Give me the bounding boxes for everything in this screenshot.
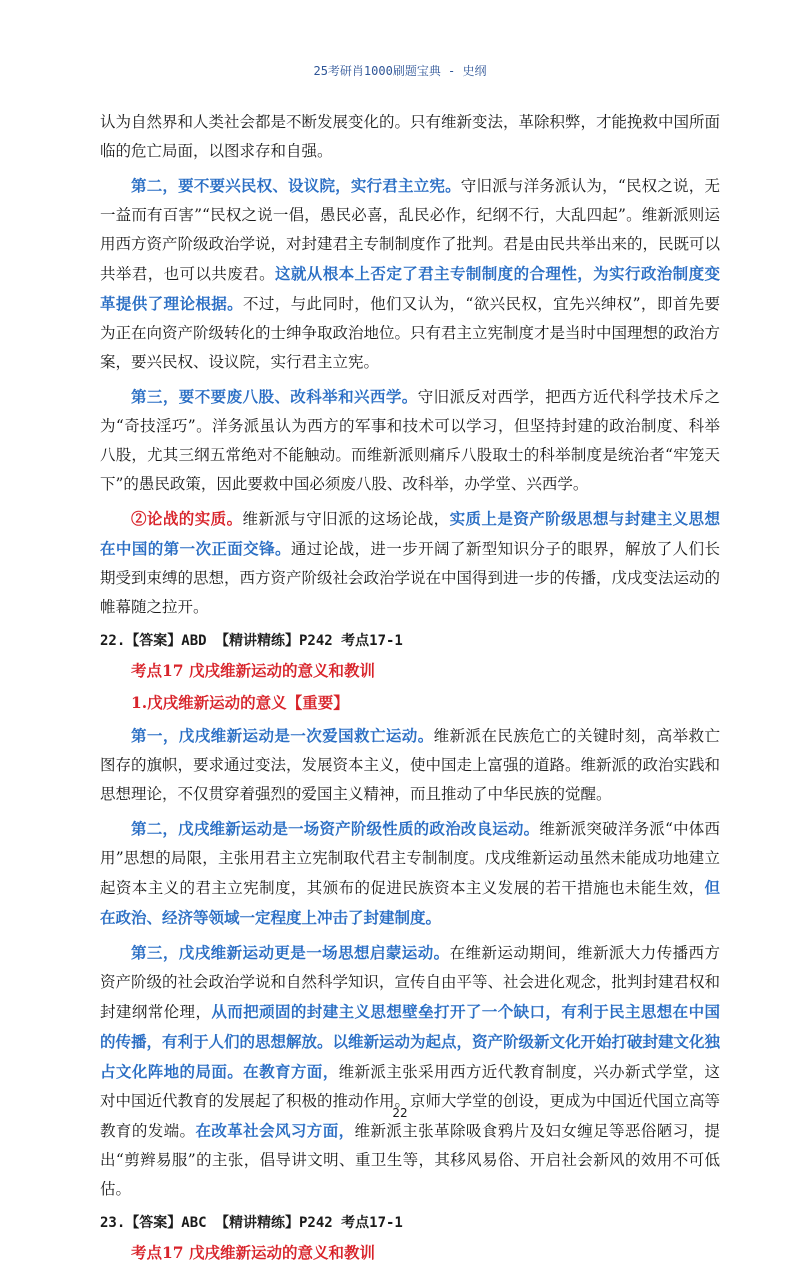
emphasis-text: 在改革社会风习方面，: [195, 1121, 355, 1140]
subtitle-text: 1.戊戌维新运动的意义: [131, 693, 287, 712]
emphasis-text: 但在政治、经济等领域一定程度上冲击了封建制度。: [100, 878, 720, 927]
body-text: 维新派与守旧派的这场论战，: [242, 510, 450, 528]
emphasis-text: ②论战的实质。: [131, 509, 243, 528]
body-text: 认为自然界和人类社会都是不断发展变化的。只有维新变法，革除积弊，才能挽救中国所面临的危亡局面，以图求存和自强。: [100, 113, 721, 160]
emphasis-text: 从而把顽固的封建主义思想壁垒打开了一个缺口，有利于民主思想在中国的传播，有利于人们的思想解放。以维新运动为起点，资产阶级新文化开始打破封建文化独占文化阵地的局面。在教育方面，: [100, 1002, 721, 1081]
emphasis-text: 实质上是资产阶级思想与封建主义思想在中国的第一次正面交锋。: [100, 509, 720, 558]
body-text: 守旧派反对西学，把西方近代科学技术斥之为“奇技淫巧”。洋务派虽认为西方的军事和技术可以学习，但坚持封建的政治制度、科举八股，尤其三纲五常绝对不能触动。而维新派则痛斥八股取士的科举制度是统治者“牢笼天下”的愚民政策，因此要救中国必须废八股、改科举，办学堂、兴西学。: [100, 388, 720, 493]
page-body: [100, 108, 720, 1271]
body-text: 不过，与此同时，他们又认为，“欲兴民权，宜先兴绅权”，即首先要为正在向资产阶级转化的士绅争取政治地位。只有君主立宪制度才是当时中国理想的政治方案，要兴民权、设议院，实行君主立宪。: [100, 295, 721, 371]
knowledge-point-title-text: 考点17 戊戌维新运动的意义和教训: [131, 661, 375, 680]
body-text: 通过论战，进一步开阔了新型知识分子的眼界，解放了人们长期受到束缚的思想，西方资产阶级社会政治学说在中国得到进一步的传播，戊戌变法运动的帷幕随之拉开。: [100, 540, 721, 616]
body-text: 维新派在民族危亡的关键时刻，高举救亡图存的旗帜，要求通过变法，发展资本主义，使中国走上富强的道路。维新派的政治实践和思想理论，不仅贯穿着强烈的爱国主义精神，而且推动了中华民族的觉醒。: [100, 727, 721, 803]
body-text: 维新派主张采用西方近代教育制度，兴办新式学堂，这对中国近代教育的发展起了积极的推动作用。京师大学堂的创设，更成为中国近代国立高等教育的发端。: [100, 1063, 721, 1140]
page-number: 22: [392, 1106, 408, 1120]
knowledge-point-title: [100, 1239, 720, 1267]
running-header: 25考研肖1000刷题宝典 - 史纲: [313, 64, 487, 78]
answer-line-22: 22.【答案】ABD 【精讲精练】P242 考点17-1: [100, 633, 403, 649]
emphasis-text: 第一，戊戌维新运动是一次爱国救亡运动。: [131, 726, 434, 745]
knowledge-point-title-text: 考点17 戊戌维新运动的意义和教训: [131, 1243, 375, 1262]
knowledge-point-title: [100, 657, 720, 685]
paragraph: [100, 108, 720, 166]
emphasis-text: 第二，要不要兴民权、设议院，实行君主立宪。: [131, 176, 461, 195]
answer-line-23: 23.【答案】ABC 【精讲精练】P242 考点17-1: [100, 1215, 403, 1231]
body-text: 维新派主张革除吸食鸦片及妇女缠足等恶俗陋习，提出“剪辫易服”的主张，倡导讲文明、重卫生等，其移风易俗、开启社会新风的效用不可低估。: [100, 1122, 720, 1198]
body-text: 守旧派与洋务派认为，“民权之说，无一益而有百害”“民权之说一倡，愚民必喜，乱民必作，纪纲不行，大乱四起”。维新派则运用西方资产阶级政治学说，对封建君主专制制度作了批判。君是由民共举出来的，民既可以共举君，也可以共废君。: [100, 177, 721, 283]
paragraph: [100, 814, 720, 933]
paragraph: [100, 382, 720, 499]
emphasis-text: 第二，戊戌维新运动是一场资产阶级性质的政治改良运动。: [131, 819, 540, 838]
emphasis-text: 第三，要不要废八股、改科举和兴西学。: [131, 387, 418, 406]
paragraph: [100, 504, 720, 622]
paragraph: [100, 721, 720, 809]
body-text: 在维新运动期间，维新派大力传播西方资产阶级的社会政治学说和自然科学知识，宣传自由平等、社会进化观念，批判封建君权和封建纲常伦理，: [100, 944, 721, 1021]
emphasis-text: 这就从根本上否定了君主专制制度的合理性，为实行政治制度变革提供了理论根据。: [100, 264, 720, 313]
knowledge-point-subtitle: [100, 689, 720, 717]
importance-tag: 【重要】: [286, 693, 349, 712]
paragraph: [100, 171, 720, 377]
emphasis-text: 第三，戊戌维新运动更是一场思想启蒙运动。: [131, 943, 450, 962]
paragraph: [100, 938, 720, 1204]
body-text: 维新派突破洋务派“中体西用”思想的局限，主张用君主立宪制取代君主专制制度。戊戌维新运动虽然未能成功地建立起资本主义的君主立宪制度，其颁布的促进民族资本主义发展的若干措施也未能生效，: [100, 820, 720, 897]
